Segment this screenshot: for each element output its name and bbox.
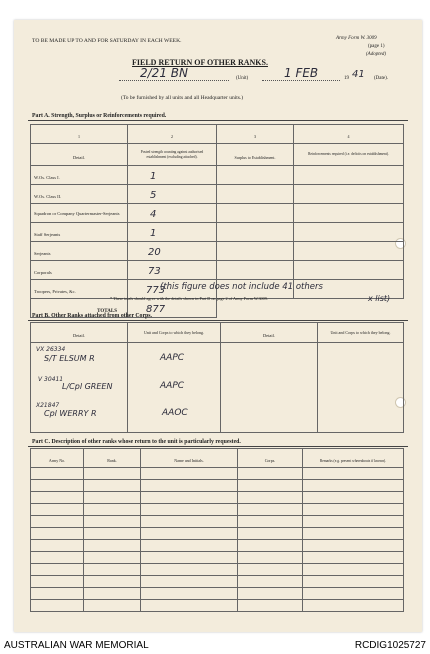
col-reinforcements: Reinforcements required (i.e. deficits on establishment). [308,152,389,157]
row-label: Staff Serjeants [34,232,61,237]
archive-name: AUSTRALIAN WAR MEMORIAL [4,640,149,651]
col-posted: Posted strength counting against authorised establishment (excluding attached). [140,150,204,159]
totals-note: (this figure does not include 41 others [160,282,323,292]
row-value: 1 [150,228,157,239]
row-label: Squadron or Company Quartermaster-Serjeants [34,210,120,216]
archive-id: RCDIG1025727 [354,640,426,651]
part-a-table: 1 2 3 4 Detail. Posted strength counting against authorised establishment (excluding attached). Surplus to Establishment. Reinforcements required (i.e. deficits on establishment). W.Os. Class I. 1 W.Os. Class II. 5 Squadron or Company Quartermaster-Serjeants 4 Staff Serjeants 1 Serjeants 20 Corporals 73 Troopers, Privates, &c. 773 TOTALS 877 [30,124,404,318]
totals-value: 877 [146,304,166,315]
date-label: (Date). [374,76,389,81]
col-detail: Detail. [72,154,86,160]
col-surplus: Surplus to Establishment. [234,154,276,160]
entry-unit: AAOC [162,408,188,418]
page-title: FIELD RETURN OF OTHER RANKS. [132,58,268,67]
totals-label: TOTALS [97,309,117,314]
year-prefix: 19 [344,76,349,81]
archive-footer [0,636,430,654]
part-a-title: Part A. Strength, Surplus or Reinforcements required. [32,113,167,119]
form-sheet [14,20,422,632]
totals-note-2: x list) [368,294,391,303]
entry-unit: AAPC [160,353,185,363]
unit-label: (Unit) [236,76,249,81]
row-label: W.Os. Class II. [34,194,62,199]
row-value: 1 [150,171,157,182]
part-c-title: Part C. Description of other ranks whose return to the unit is particularly requested. [32,439,241,445]
row-value: 4 [150,209,157,220]
row-label: Corporals [34,270,52,275]
form-number: Army Form W. 3009 [336,36,377,41]
year-value: 41 [352,69,365,80]
made-up-note: TO BE MADE UP TO AND FOR SATURDAY IN EACH WEEK. [32,38,182,44]
row-value: 73 [148,266,161,277]
page-number: (page 1) [368,44,385,49]
part-b-table: Detail. Unit and Corps to which they belong. Detail. Unit and Corps to which they belong. [30,322,404,433]
row-value: 5 [150,190,157,201]
unit-value: 2/21 BN [140,66,188,80]
row-value: 20 [148,247,161,258]
row-label: Serjeants [34,251,51,256]
row-label: W.Os. Class I. [34,175,60,180]
entry-name: S/T ELSUM R [44,354,95,363]
entry-unit: AAPC [160,381,185,391]
part-a-footnote: * These totals should agree with the details shown in Part D on page 2 of Army Form W.3009. [110,296,268,301]
row-label: Troopers, Privates, &c. [34,289,76,294]
date-value: 1 FEB [284,66,319,80]
row-value: 773 [146,285,166,296]
part-c-table: Army No. Rank. Name and Initials. Corps. Remarks (e.g. present whereabouts if known). [30,448,404,612]
entry-name: Cpl WERRY R [44,409,97,418]
entry-number: VX 26334 [36,346,66,353]
entry-number: V 30411 [38,376,64,383]
entry-number: X21847 [36,402,60,409]
part-b-title: Part B. Other Ranks attached from other Corps. [32,313,152,319]
furnished-note: (To be furnished by all units and all Headquarter units.) [121,95,244,101]
entry-name: L/Cpl GREEN [62,382,113,391]
adopted-label: (Adopted) [366,52,386,57]
